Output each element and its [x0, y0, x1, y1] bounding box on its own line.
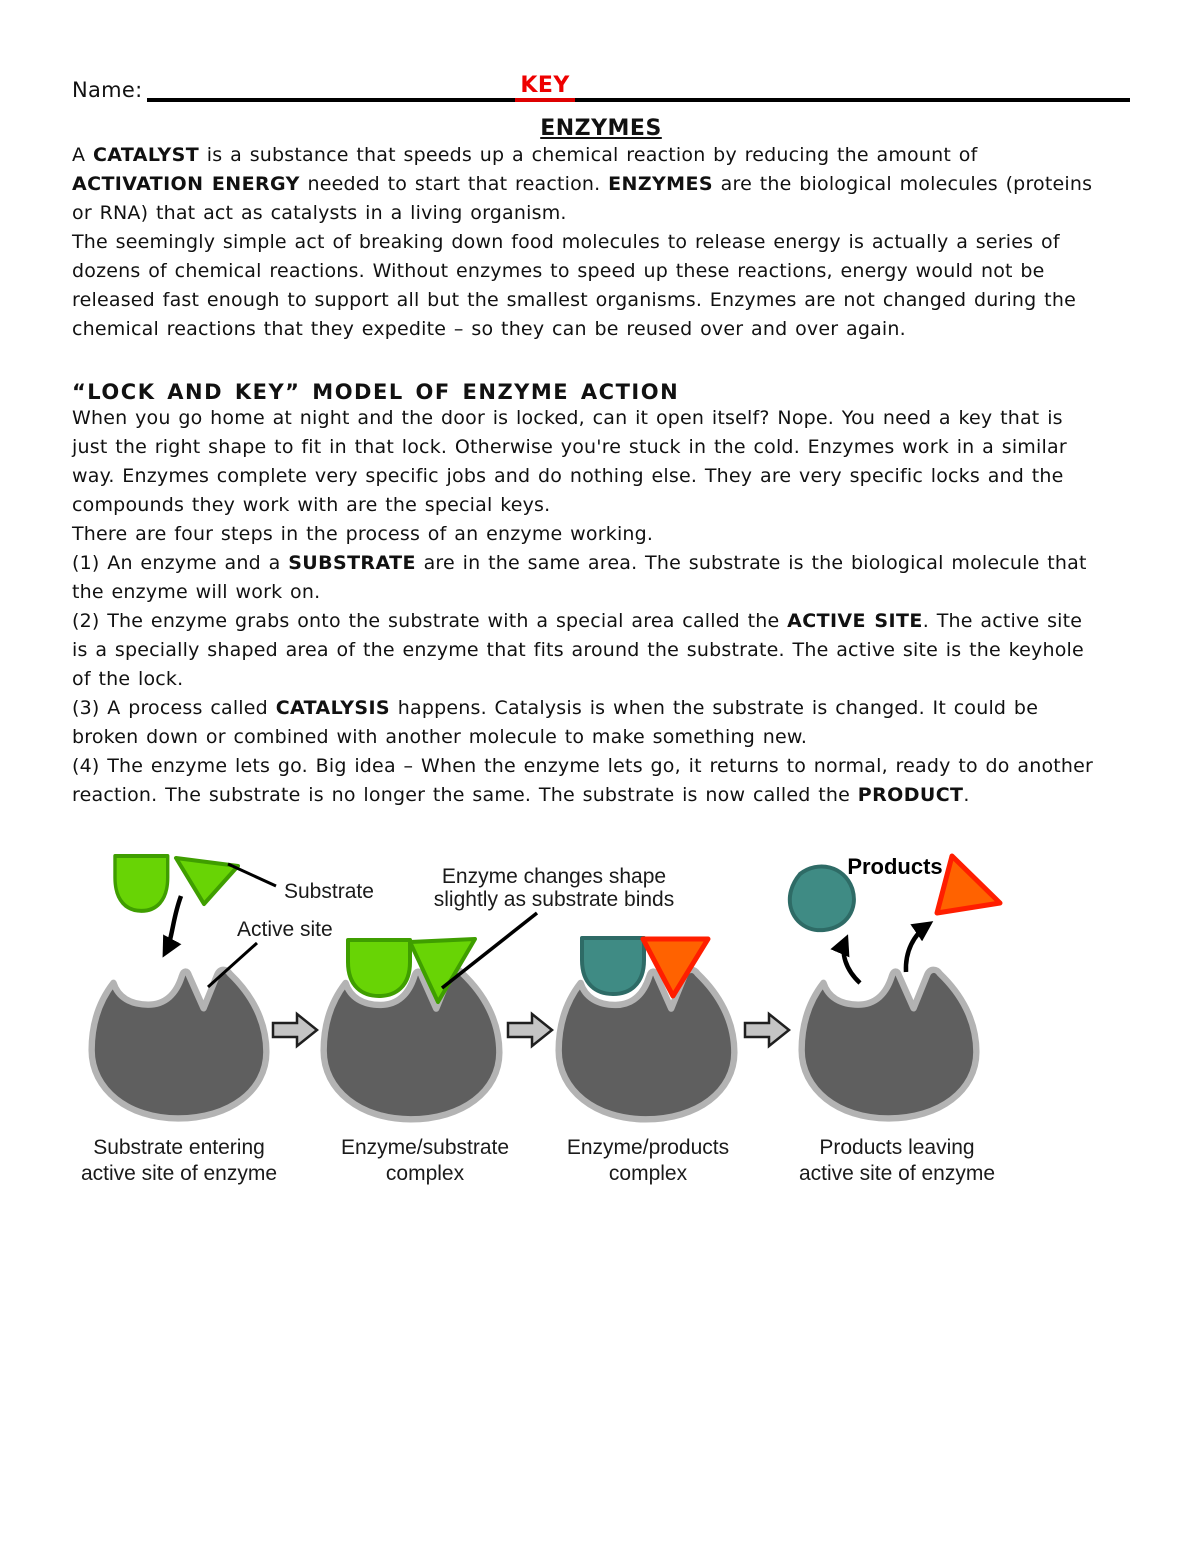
intro-p1-text: A [72, 144, 93, 166]
enzyme-shape-panel-1 [92, 970, 267, 1119]
name-label: Name: [72, 78, 143, 102]
caption-4-line2: active site of enzyme [798, 1162, 996, 1185]
name-row [72, 73, 1130, 102]
step-4-text: (4) The enzyme lets go. Big idea – When the enzyme lets go, it returns to normal, ready to do another reaction. The substrate is no longer the same. The substrate is now called the [72, 755, 1094, 806]
enzyme-action-diagram [60, 836, 1140, 1208]
caption-2-line2: complex [385, 1162, 465, 1185]
enzyme-shape-panel-3 [559, 970, 735, 1119]
shape-note-line2: slightly as substrate binds [433, 888, 675, 911]
step-4 [72, 752, 1094, 810]
product-halfdisc-bound [582, 938, 644, 994]
substrate-label: Substrate [284, 880, 374, 903]
step-2-text: . The active site is a specially shaped area of the enzyme that fits around the substrate. The active site is the keyhole of the lock. [72, 610, 1084, 690]
flow-arrow-3 [745, 1014, 789, 1046]
term-enzymes: ENZYMES [608, 173, 713, 195]
intro-p1-text: needed to start that reaction. [299, 173, 609, 195]
intro-p1-text: are the biological molecules (proteins or RNA) that act as catalysts in a living organism. [72, 173, 1093, 224]
product-leaving-arrow-right [906, 924, 929, 972]
step-4-text: . [963, 784, 970, 806]
product-leaving-arrow-left [844, 939, 860, 983]
step-2-text: (2) The enzyme grabs onto the substrate with a special area called the [72, 610, 788, 632]
term-catalyst: CATALYST [92, 144, 200, 166]
answer-key-text: KEY [515, 74, 575, 102]
page-title: ENZYMES [540, 116, 662, 141]
step-2 [72, 607, 1094, 694]
term-substrate: SUBSTRATE [288, 552, 416, 574]
term-catalysis: CATALYSIS [275, 697, 390, 719]
substrate-label-leader-line [228, 864, 276, 886]
step-3-text: happens. Catalysis is when the substrate is changed. It could be broken down or combined with another molecule to make something new. [72, 697, 1039, 748]
substrate-entering-arrow [165, 896, 181, 953]
term-activation-energy: ACTIVATION ENERGY [72, 173, 300, 195]
intro-p1-text: is a substance that speeds up a chemical reaction by reducing the amount of [199, 144, 978, 166]
caption-2-line1: Enzyme/substrate [340, 1136, 510, 1159]
lock-and-key-paragraph: When you go home at night and the door is locked, can it open itself? Nope. You need a key that is just the right shape to fit in that lock. Otherwise you're stuck in the cold. Enzymes work in a similar way. Enzymes complete very specific jobs and do nothing else. They are very specific locks and the compounds they work with are the special keys. [72, 407, 1067, 516]
caption-1-line2: active site of enzyme [80, 1162, 278, 1185]
product-triangle-free [937, 856, 1000, 913]
enzyme-shape-panel-2 [324, 970, 500, 1119]
caption-1-line1: Substrate entering [93, 1136, 265, 1159]
step-3 [72, 694, 1094, 752]
caption-4-line1: Products leaving [819, 1136, 975, 1159]
caption-3-line2: complex [608, 1162, 688, 1185]
term-active-site: ACTIVE SITE [787, 610, 923, 632]
enzyme-shape-panel-4 [802, 970, 977, 1119]
section-heading: “LOCK AND KEY” MODEL OF ENZYME ACTION [72, 380, 680, 404]
substrate-halfdisc-free [115, 856, 168, 911]
active-site-label: Active site [237, 918, 333, 941]
intro-paragraph-1 [72, 141, 1094, 228]
step-1-text: are in the same area. The substrate is the biological molecule that the enzyme will work on. [72, 552, 1087, 603]
step-1 [72, 549, 1094, 607]
substrate-halfdisc-bound [348, 940, 410, 996]
four-steps-intro: There are four steps in the process of an enzyme working. [72, 523, 654, 545]
step-3-text: (3) A process called [72, 697, 276, 719]
step-1-text: (1) An enzyme and a [72, 552, 289, 574]
intro-paragraph-2: The seemingly simple act of breaking down food molecules to release energy is actually a series of dozens of chemical reactions. Without enzymes to speed up these reactions, energy would not be released fast enough to support all but the smallest organisms. Enzymes are not changed during the chemical reactions that they expedite – so they can be reused over and over again. [72, 231, 1076, 340]
shape-note-line1: Enzyme changes shape [441, 865, 667, 888]
products-label: Products [847, 854, 943, 879]
term-product: PRODUCT [857, 784, 964, 806]
product-teardrop-free [790, 866, 854, 930]
name-blank-line [147, 72, 1130, 102]
flow-arrow-1 [273, 1014, 317, 1046]
caption-3-line1: Enzyme/products [566, 1136, 730, 1159]
flow-arrow-2 [508, 1014, 552, 1046]
